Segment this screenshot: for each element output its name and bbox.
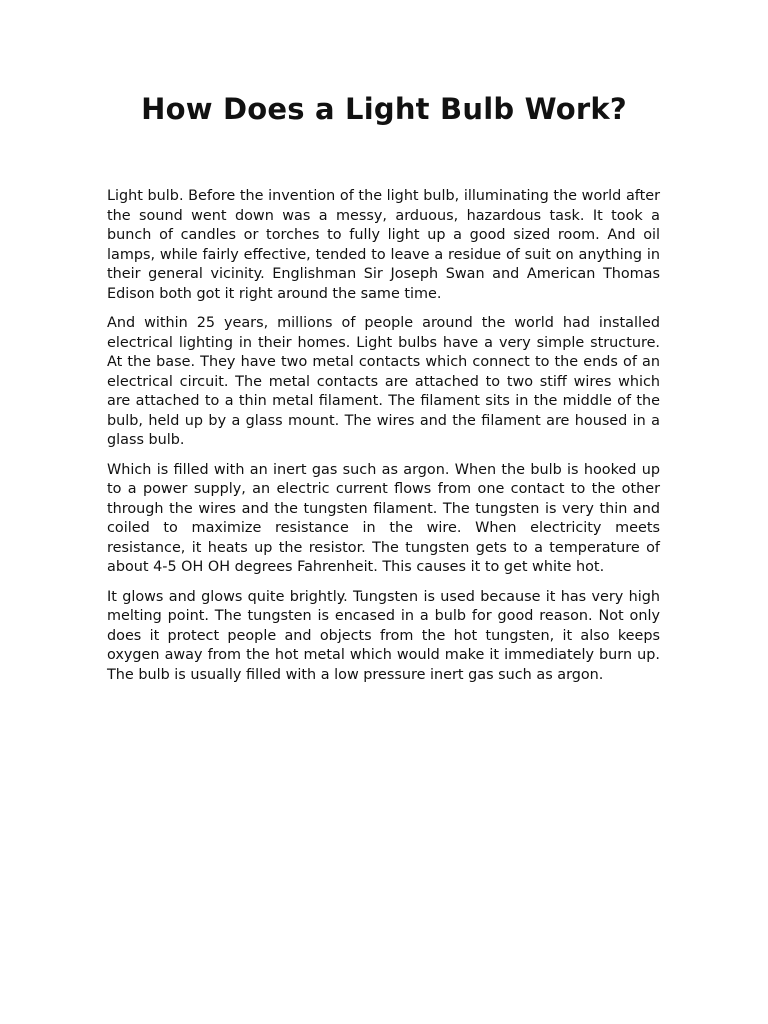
paragraph: Which is filled with an inert gas such as argon. When the bulb is hooked up to a power supply, an electric current flows from one contact to the other through the wires and the tungsten filament. The tungsten is very thin and coiled to maximize resistance in the wire. When electricity meets resistance, it heats up the resistor. The tungsten gets to a temperature of about 4-5 OH OH degrees Fahrenheit. This causes it to get white hot. bbox=[107, 461, 660, 575]
paragraph: And within 25 years, millions of people around the world had installed electrical lighting in their homes. Light bulbs have a very simple structure. At the base. They have two metal contacts which connect to the ends of an electrical circuit. The metal contacts are attached to two stiff wires which are attached to a thin metal filament. The filament sits in the middle of the bulb, held up by a glass mount. The wires and the filament are housed in a glass bulb. bbox=[107, 315, 660, 448]
document-body bbox=[107, 187, 660, 695]
document-title: How Does a Light Bulb Work? bbox=[141, 92, 627, 126]
paragraph: It glows and glows quite brightly. Tungsten is used because it has very high melting point. The tungsten is encased in a bulb for good reason. Not only does it protect people and objects from the hot tungsten, it also keeps oxygen away from the hot metal which would make it immediately burn up. The bulb is usually filled with a low pressure inert gas such as argon. bbox=[107, 588, 660, 683]
paragraph: Light bulb. Before the invention of the light bulb, illuminating the world after the sound went down was a messy, arduous, hazardous task. It took a bunch of candles or torches to fully light up a good sized room. And oil lamps, while fairly effective, tended to leave a residue of suit on anything in their general vicinity. Englishman Sir Joseph Swan and American Thomas Edison both got it right around the same time. bbox=[107, 188, 660, 302]
